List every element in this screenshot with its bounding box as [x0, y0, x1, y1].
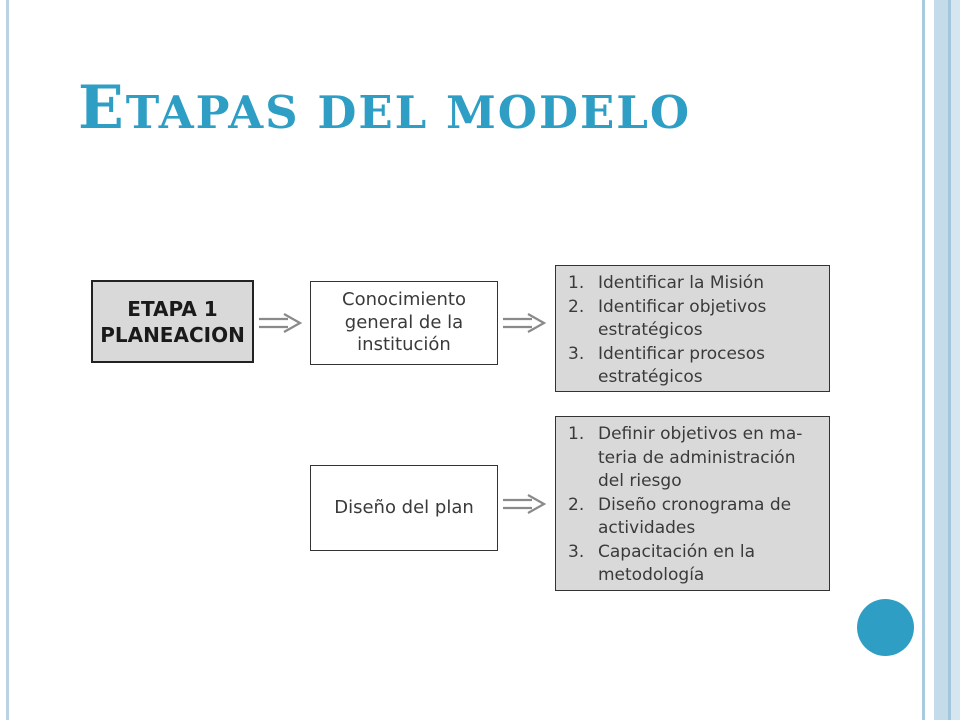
- double-arrow-icon: [502, 492, 548, 516]
- item-text: Diseño cronograma de actividades: [598, 494, 792, 538]
- double-arrow-icon: [502, 311, 548, 335]
- list-item: [568, 343, 819, 390]
- slide-frame-right: [918, 0, 960, 720]
- slide-title: [78, 73, 692, 143]
- item-text: Definir objetivos en ma-teria de administración del riesgo: [598, 424, 803, 491]
- item-text: Identificar la Misión: [598, 273, 764, 293]
- item-number: 2.: [568, 296, 585, 317]
- item-number: 1.: [568, 273, 585, 293]
- title-initial: E: [78, 73, 126, 143]
- item-number: 1.: [568, 424, 585, 444]
- title-rest: TAPAS DEL MODELO: [125, 86, 692, 139]
- list-item: [568, 272, 819, 296]
- list-item: [568, 494, 819, 541]
- knowledge-text: Conocimiento general de la institución: [342, 289, 466, 356]
- list-item: [568, 296, 819, 343]
- decorative-circle: [857, 599, 914, 656]
- item-text: Identificar objetivos estratégicos: [598, 296, 767, 340]
- stage-box: [91, 280, 254, 363]
- stage-label: ETAPA 1: [127, 296, 218, 321]
- planning-steps-list: [555, 265, 830, 392]
- plan-steps-list: [555, 416, 830, 591]
- list-item: [568, 541, 819, 588]
- item-text: Identificar procesos estratégicos: [598, 343, 766, 387]
- item-number: 2.: [568, 494, 585, 515]
- slide-frame-left: [6, 0, 9, 720]
- knowledge-box: [310, 281, 498, 365]
- plan-design-text: Diseño del plan: [334, 496, 474, 518]
- item-text: Capacitación en la metodología: [598, 541, 756, 585]
- stage-name: PLANEACION: [100, 322, 245, 347]
- item-number: 3.: [568, 541, 585, 562]
- double-arrow-icon: [258, 311, 304, 335]
- item-number: 3.: [568, 343, 585, 364]
- list-item: [568, 423, 819, 494]
- plan-design-box: [310, 465, 498, 551]
